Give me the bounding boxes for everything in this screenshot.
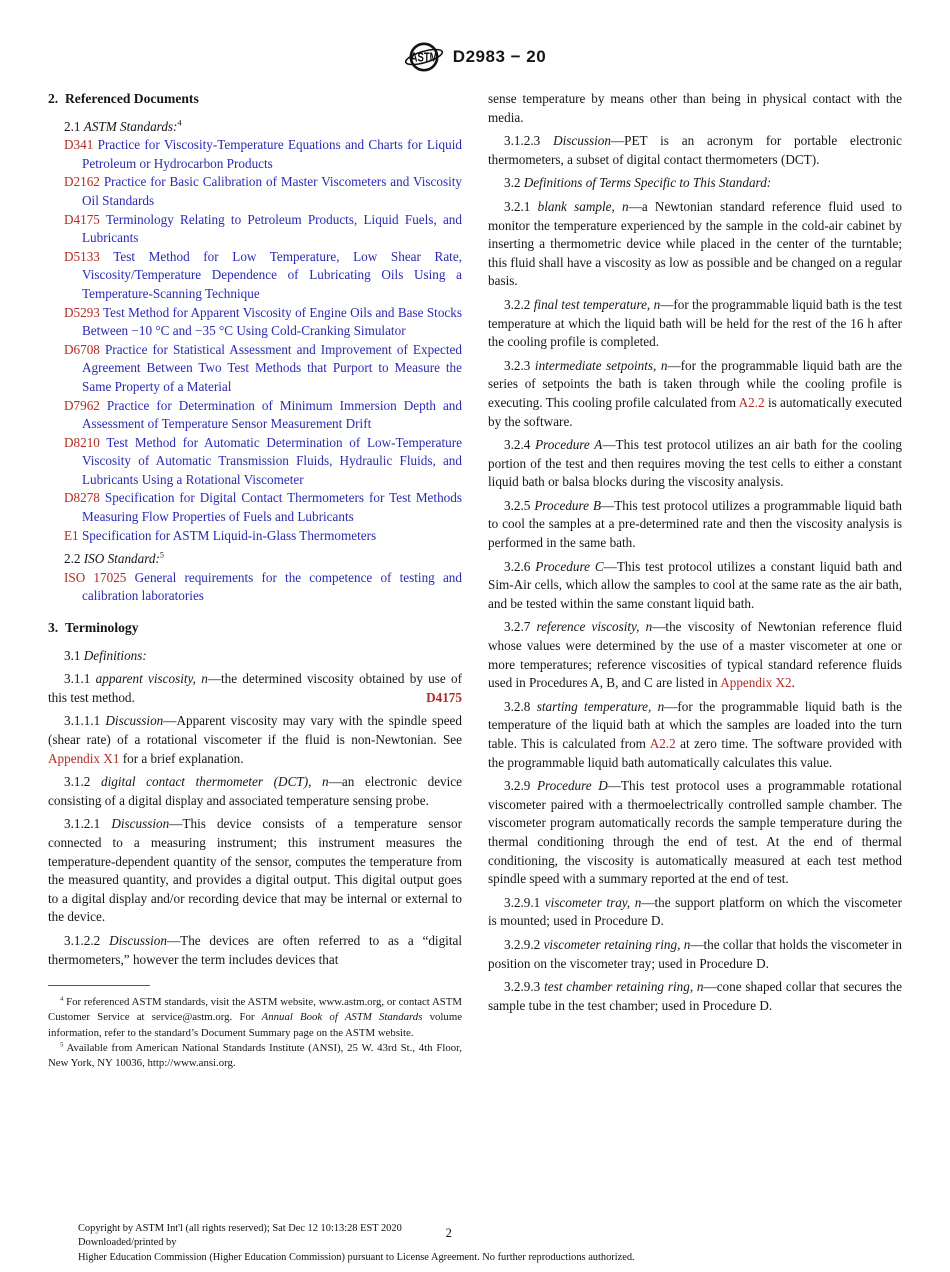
internal-ref-link[interactable]: D4175 bbox=[64, 211, 100, 227]
internal-ref-link[interactable]: D8210 bbox=[64, 434, 100, 450]
standard-title-link[interactable]: Test Method for Low Temperature, Low Shear Rate, Viscosity/Temperature Dependence of Lubricating Oils Using a Temperature-Scanning Technique bbox=[82, 248, 462, 301]
text-segment: 3.2 bbox=[504, 175, 524, 191]
text-segment: 3.1.2.2 bbox=[64, 932, 110, 948]
text-segment: 3.2.1 bbox=[504, 198, 538, 214]
text-segment: 3.2.4 bbox=[504, 437, 536, 453]
text-segment: test chamber retaining ring, n bbox=[544, 979, 704, 995]
text-segment: digital contact thermometer (DCT), n bbox=[101, 774, 329, 790]
internal-ref-link[interactable]: D2162 bbox=[64, 174, 100, 190]
text-segment: —This test protocol uses a programmable rotational viscometer paired with a thermoelectrically controlled sample chamber. The viscometer program automatically records the sample temperature during the thermal conditioning through the end of test. At the end of thermal conditioning, the viscosity is automatically measured at each test method spindle speed with a summary reported at the end of test. bbox=[488, 778, 903, 887]
paragraph bbox=[48, 815, 462, 927]
text-segment: at zero time. The software provided with the programmable liquid bath automatically calculates this value. bbox=[488, 736, 903, 770]
text-segment: volume information, refer to the standard’s Document Summary page on the ASTM website. bbox=[48, 1011, 463, 1039]
text-segment: final test temperature, n bbox=[533, 296, 661, 312]
internal-ref-link[interactable]: Appendix X2 bbox=[720, 675, 792, 691]
paragraph-continuation bbox=[488, 90, 902, 127]
internal-ref-link[interactable]: D6708 bbox=[64, 341, 100, 357]
doc-code: D2983 − 20 bbox=[452, 47, 547, 66]
text-segment: —for the programmable liquid bath is the temperature of the liquid bath at which the samples are loaded into the turn table. This is calculated from bbox=[488, 698, 902, 751]
paragraph bbox=[48, 550, 462, 569]
text-segment: 3.2.5 bbox=[504, 497, 535, 513]
paragraph bbox=[488, 132, 902, 169]
paragraph bbox=[48, 932, 462, 969]
text-segment: ASTM Standards: bbox=[83, 118, 178, 134]
text-segment: —The devices are often referred to as a “digital thermometers,” however the term includes devices that bbox=[48, 932, 463, 967]
footer-downloaded: Downloaded/printed by bbox=[78, 1237, 177, 1249]
text-segment: 3.2.6 bbox=[504, 558, 536, 574]
standard-title-link[interactable]: Practice for Determination of Minimum Immersion Depth and Assessment of Temperature Sensor Measurement Drift bbox=[82, 397, 462, 432]
internal-ref-link[interactable]: Appendix X1 bbox=[48, 750, 120, 766]
text-segment: For referenced ASTM standards, visit the ASTM website, www.astm.org, or contact ASTM Customer Service at service@astm.org. For bbox=[48, 996, 462, 1024]
reference-item bbox=[48, 527, 462, 546]
footnote bbox=[48, 1041, 462, 1071]
text-segment: Discussion bbox=[105, 713, 164, 729]
text-segment: Definitions of Terms Specific to This Standard: bbox=[523, 175, 772, 191]
text-segment: Discussion bbox=[111, 816, 170, 832]
internal-ref-link[interactable]: D8278 bbox=[64, 490, 100, 506]
internal-ref-link[interactable]: A2.2 bbox=[738, 394, 765, 410]
reference-item bbox=[48, 304, 462, 341]
text-segment: —This test protocol utilizes a programmable liquid bath to cool the samples at a pre-determined rate and then the viscosity analysis is performed in the same bath. bbox=[488, 497, 902, 551]
text-segment: blank sample, n bbox=[537, 198, 629, 214]
paragraph bbox=[488, 978, 902, 1015]
text-segment: 3. Terminology bbox=[48, 620, 139, 636]
text-segment: reference viscosity, n bbox=[536, 619, 653, 635]
paragraph bbox=[48, 118, 462, 137]
page-number: 2 bbox=[445, 1225, 452, 1240]
internal-ref-link[interactable]: D7962 bbox=[64, 397, 100, 413]
text-segment: 3.2.9.3 bbox=[504, 979, 545, 995]
footnote-marker: 4 bbox=[60, 995, 64, 1003]
astm-logo-text: ASTM bbox=[410, 51, 438, 65]
paragraph bbox=[488, 936, 902, 973]
internal-ref-link[interactable]: ISO 17025 bbox=[64, 569, 127, 585]
text-segment: Discussion bbox=[553, 133, 611, 149]
text-segment: 3.2.3 bbox=[504, 357, 535, 373]
paragraph bbox=[488, 174, 902, 193]
text-segment: viscometer retaining ring, n bbox=[543, 936, 691, 952]
text-segment: —Apparent viscosity may vary with the spindle speed (shear rate) of a rotational viscometer if the fluid is non-Newtonian. See bbox=[48, 713, 462, 747]
paragraph bbox=[488, 198, 902, 291]
text-segment: —PET is an acronym for portable electronic thermometers, a subset of digital contact thermometers (DCT). bbox=[488, 133, 903, 167]
text-segment: 3.2.7 bbox=[504, 619, 537, 635]
standard-title-link[interactable]: Practice for Viscosity-Temperature Equations and Charts for Liquid Petroleum or Hydrocarbon Products bbox=[82, 137, 462, 171]
reference-item bbox=[48, 173, 462, 210]
reference-item bbox=[48, 136, 462, 173]
text-segment: Available from American National Standards Institute (ANSI), 25 W. 43rd St., 4th Floor, New York, NY 10036, http://www.ansi.org. bbox=[48, 1041, 462, 1069]
text-segment: Annual Book of ASTM Standards bbox=[261, 1011, 423, 1024]
text-segment: 3.2.2 bbox=[504, 296, 534, 312]
paragraph bbox=[488, 436, 902, 492]
text-segment: Procedure A bbox=[535, 437, 603, 453]
text-segment: 3.1.2.1 bbox=[64, 816, 112, 832]
text-segment: apparent viscosity, n bbox=[95, 671, 208, 687]
paragraph bbox=[488, 777, 902, 889]
text-segment: intermediate setpoints, n bbox=[534, 357, 668, 373]
text-segment: starting temperature, n bbox=[536, 698, 665, 714]
text-segment: 3.2.9 bbox=[504, 778, 537, 794]
text-segment: —This test protocol utilizes a constant liquid bath and Sim-Air cells, which allow the samples to cool at the same rate as the air bath, and be tested within the same constant liquid bath. bbox=[488, 558, 903, 611]
paragraph bbox=[48, 712, 462, 768]
internal-ref-link[interactable]: E1 bbox=[64, 527, 79, 543]
section-heading bbox=[48, 619, 462, 638]
astm-logo bbox=[404, 40, 444, 74]
text-segment: Procedure B bbox=[534, 497, 602, 513]
text-segment: is automatically executed by the software. bbox=[488, 394, 902, 429]
internal-ref-link[interactable]: A2.2 bbox=[649, 736, 676, 751]
standard-title-link[interactable]: Specification for Digital Contact Thermometers for Test Methods Measuring Flow Properties of Fuels and Lubricants bbox=[82, 490, 462, 525]
internal-ref-link[interactable]: D5293 bbox=[64, 304, 100, 320]
text-segment: 3.1.1.1 bbox=[64, 713, 106, 729]
footnote-marker: 5 bbox=[159, 550, 164, 560]
paragraph bbox=[48, 773, 462, 810]
text-segment: for a brief explanation. bbox=[119, 750, 244, 766]
standard-title-link[interactable]: Practice for Statistical Assessment and Improvement of Expected Agreement Between Two Test Methods that Purport to Measure the Same Property of a Material bbox=[82, 341, 462, 394]
section-heading bbox=[48, 90, 462, 109]
footer-license: Higher Education Commission (Higher Education Commission) pursuant to License Agreement. No further reproductions authorized. bbox=[78, 1252, 635, 1264]
text-segment: —cone shaped collar that secures the sample tube in the test chamber; used in Procedure D. bbox=[488, 979, 902, 1013]
text-segment: ISO Standard: bbox=[83, 551, 160, 567]
paragraph bbox=[488, 558, 902, 614]
page-header bbox=[48, 40, 902, 74]
standard-title-link[interactable]: Specification for ASTM Liquid-in-Glass Thermometers bbox=[78, 527, 377, 543]
text-segment: . bbox=[791, 675, 795, 691]
standard-title-link[interactable]: Test Method for Apparent Viscosity of Engine Oils and Base Stocks Between −10 °C and −35 °C Using Cold-Cranking Simulator bbox=[82, 304, 462, 339]
paragraph bbox=[48, 647, 462, 666]
text-segment: viscometer tray, n bbox=[544, 894, 642, 910]
text-segment: Procedure D bbox=[536, 778, 608, 794]
reference-item bbox=[48, 211, 462, 248]
text-segment: —This test protocol utilizes an air bath for the cooling portion of the test and then requires moving the test cells to either a constant liquid bath or balsa blocks during the viscosity analysis. bbox=[488, 437, 903, 490]
text-segment: 3.2.8 bbox=[504, 698, 537, 714]
reference-item bbox=[48, 248, 462, 304]
paragraph bbox=[488, 698, 902, 772]
text-segment: 3.1.1 bbox=[64, 671, 96, 687]
text-segment: Procedure C bbox=[535, 558, 604, 574]
text-segment: —the collar that holds the viscometer in position on the viscometer tray; used in Procedure D. bbox=[488, 936, 902, 971]
text-segment: 3.1.2.3 bbox=[504, 133, 554, 149]
text-segment: 2.2 bbox=[64, 551, 84, 567]
text-segment: —the support platform on which the viscometer is mounted; used in Procedure D. bbox=[488, 894, 903, 929]
standard-title-link[interactable]: General requirements for the competence of testing and calibration laboratories bbox=[82, 569, 462, 604]
standard-title-link[interactable]: Test Method for Automatic Determination of Low-Temperature Viscosity of Automatic Transmission Fluids, Hydraulic Fluids, and Lubricants Using a Rotational Viscometer bbox=[82, 434, 462, 487]
text-segment: —the viscosity of Newtonian reference fluid whose values were determined by the use of a master viscometer at one or more temperatures; reference viscosities of typical standard reference fluids used in Procedures A, B, and C are listed in bbox=[488, 619, 902, 691]
reference-item bbox=[48, 397, 462, 434]
internal-ref-link[interactable]: D5133 bbox=[64, 248, 100, 264]
paragraph bbox=[488, 357, 902, 431]
text-segment: sense temperature by means other than being in physical contact with the media. bbox=[488, 91, 902, 125]
footnote-rule bbox=[48, 985, 150, 986]
standard-title-link[interactable]: Terminology Relating to Petroleum Products, Liquid Fuels, and Lubricants bbox=[82, 211, 462, 246]
footnote bbox=[48, 995, 462, 1041]
text-segment: 3.2.9.2 bbox=[504, 936, 544, 952]
text-segment: Discussion bbox=[109, 932, 167, 948]
paragraph bbox=[488, 296, 902, 352]
paragraph bbox=[488, 497, 902, 553]
text-segment: 3.1.2 bbox=[64, 774, 102, 790]
footnote-marker: 4 bbox=[177, 118, 182, 128]
paragraph bbox=[488, 618, 902, 692]
standard-title-link[interactable]: Practice for Basic Calibration of Master Viscometers and Viscosity Oil Standards bbox=[82, 174, 462, 208]
paragraph bbox=[488, 894, 902, 931]
footnote-marker: 5 bbox=[60, 1041, 64, 1049]
text-segment: Definitions: bbox=[83, 647, 147, 663]
reference-item bbox=[48, 434, 462, 490]
text-segment: 2.1 bbox=[64, 118, 84, 134]
text-segment: 3.1 bbox=[64, 647, 84, 663]
paragraph bbox=[48, 670, 462, 707]
source-ref-link[interactable]: D4175 bbox=[426, 689, 462, 705]
internal-ref-link[interactable]: D341 bbox=[64, 137, 94, 153]
text-segment: 3.2.9.1 bbox=[504, 894, 545, 910]
right-column bbox=[488, 90, 902, 1071]
left-column bbox=[48, 90, 462, 1071]
two-column-body bbox=[48, 90, 902, 1071]
text-segment: 2. Referenced Documents bbox=[48, 91, 199, 106]
text-segment: —This device consists of a temperature sensor connected to a measuring instrument; this instrument measures the temperature-dependent quantity of the sensor, computes the temperature from the measured quantity, and provides a digital output. This digital output goes to a digital display and/or recording device that may be internal or external to the device. bbox=[48, 816, 463, 925]
text-segment: —the determined viscosity obtained by use of this test method. bbox=[48, 671, 462, 705]
reference-item bbox=[48, 569, 462, 606]
reference-item bbox=[48, 341, 462, 397]
text-segment: —for the programmable liquid bath is the test temperature at which the liquid bath will be held for the rest of the 16 h after the cooling profile is completed. bbox=[488, 296, 902, 350]
text-segment: —an electronic device consisting of a digital display and associated temperature sensing probe. bbox=[48, 774, 463, 808]
text-segment: —for the programmable liquid bath are the series of setpoints the bath is taken through while the cooling profile is executing. This cooling profile calculated from bbox=[488, 357, 902, 410]
page-footer bbox=[78, 1222, 904, 1266]
reference-item bbox=[48, 489, 462, 526]
footer-copyright: Copyright by ASTM Int'l (all rights reserved); Sat Dec 12 10:13:28 EST 2020 bbox=[78, 1222, 402, 1234]
text-segment: —a Newtonian standard reference fluid used to monitor the temperature experienced by the sample in the cold-air cabinet by inserting a thermometric device while placed in the center of the turntable; this fluid shall have a viscosity as low as possible and be changed on a regular basis. bbox=[488, 198, 902, 289]
